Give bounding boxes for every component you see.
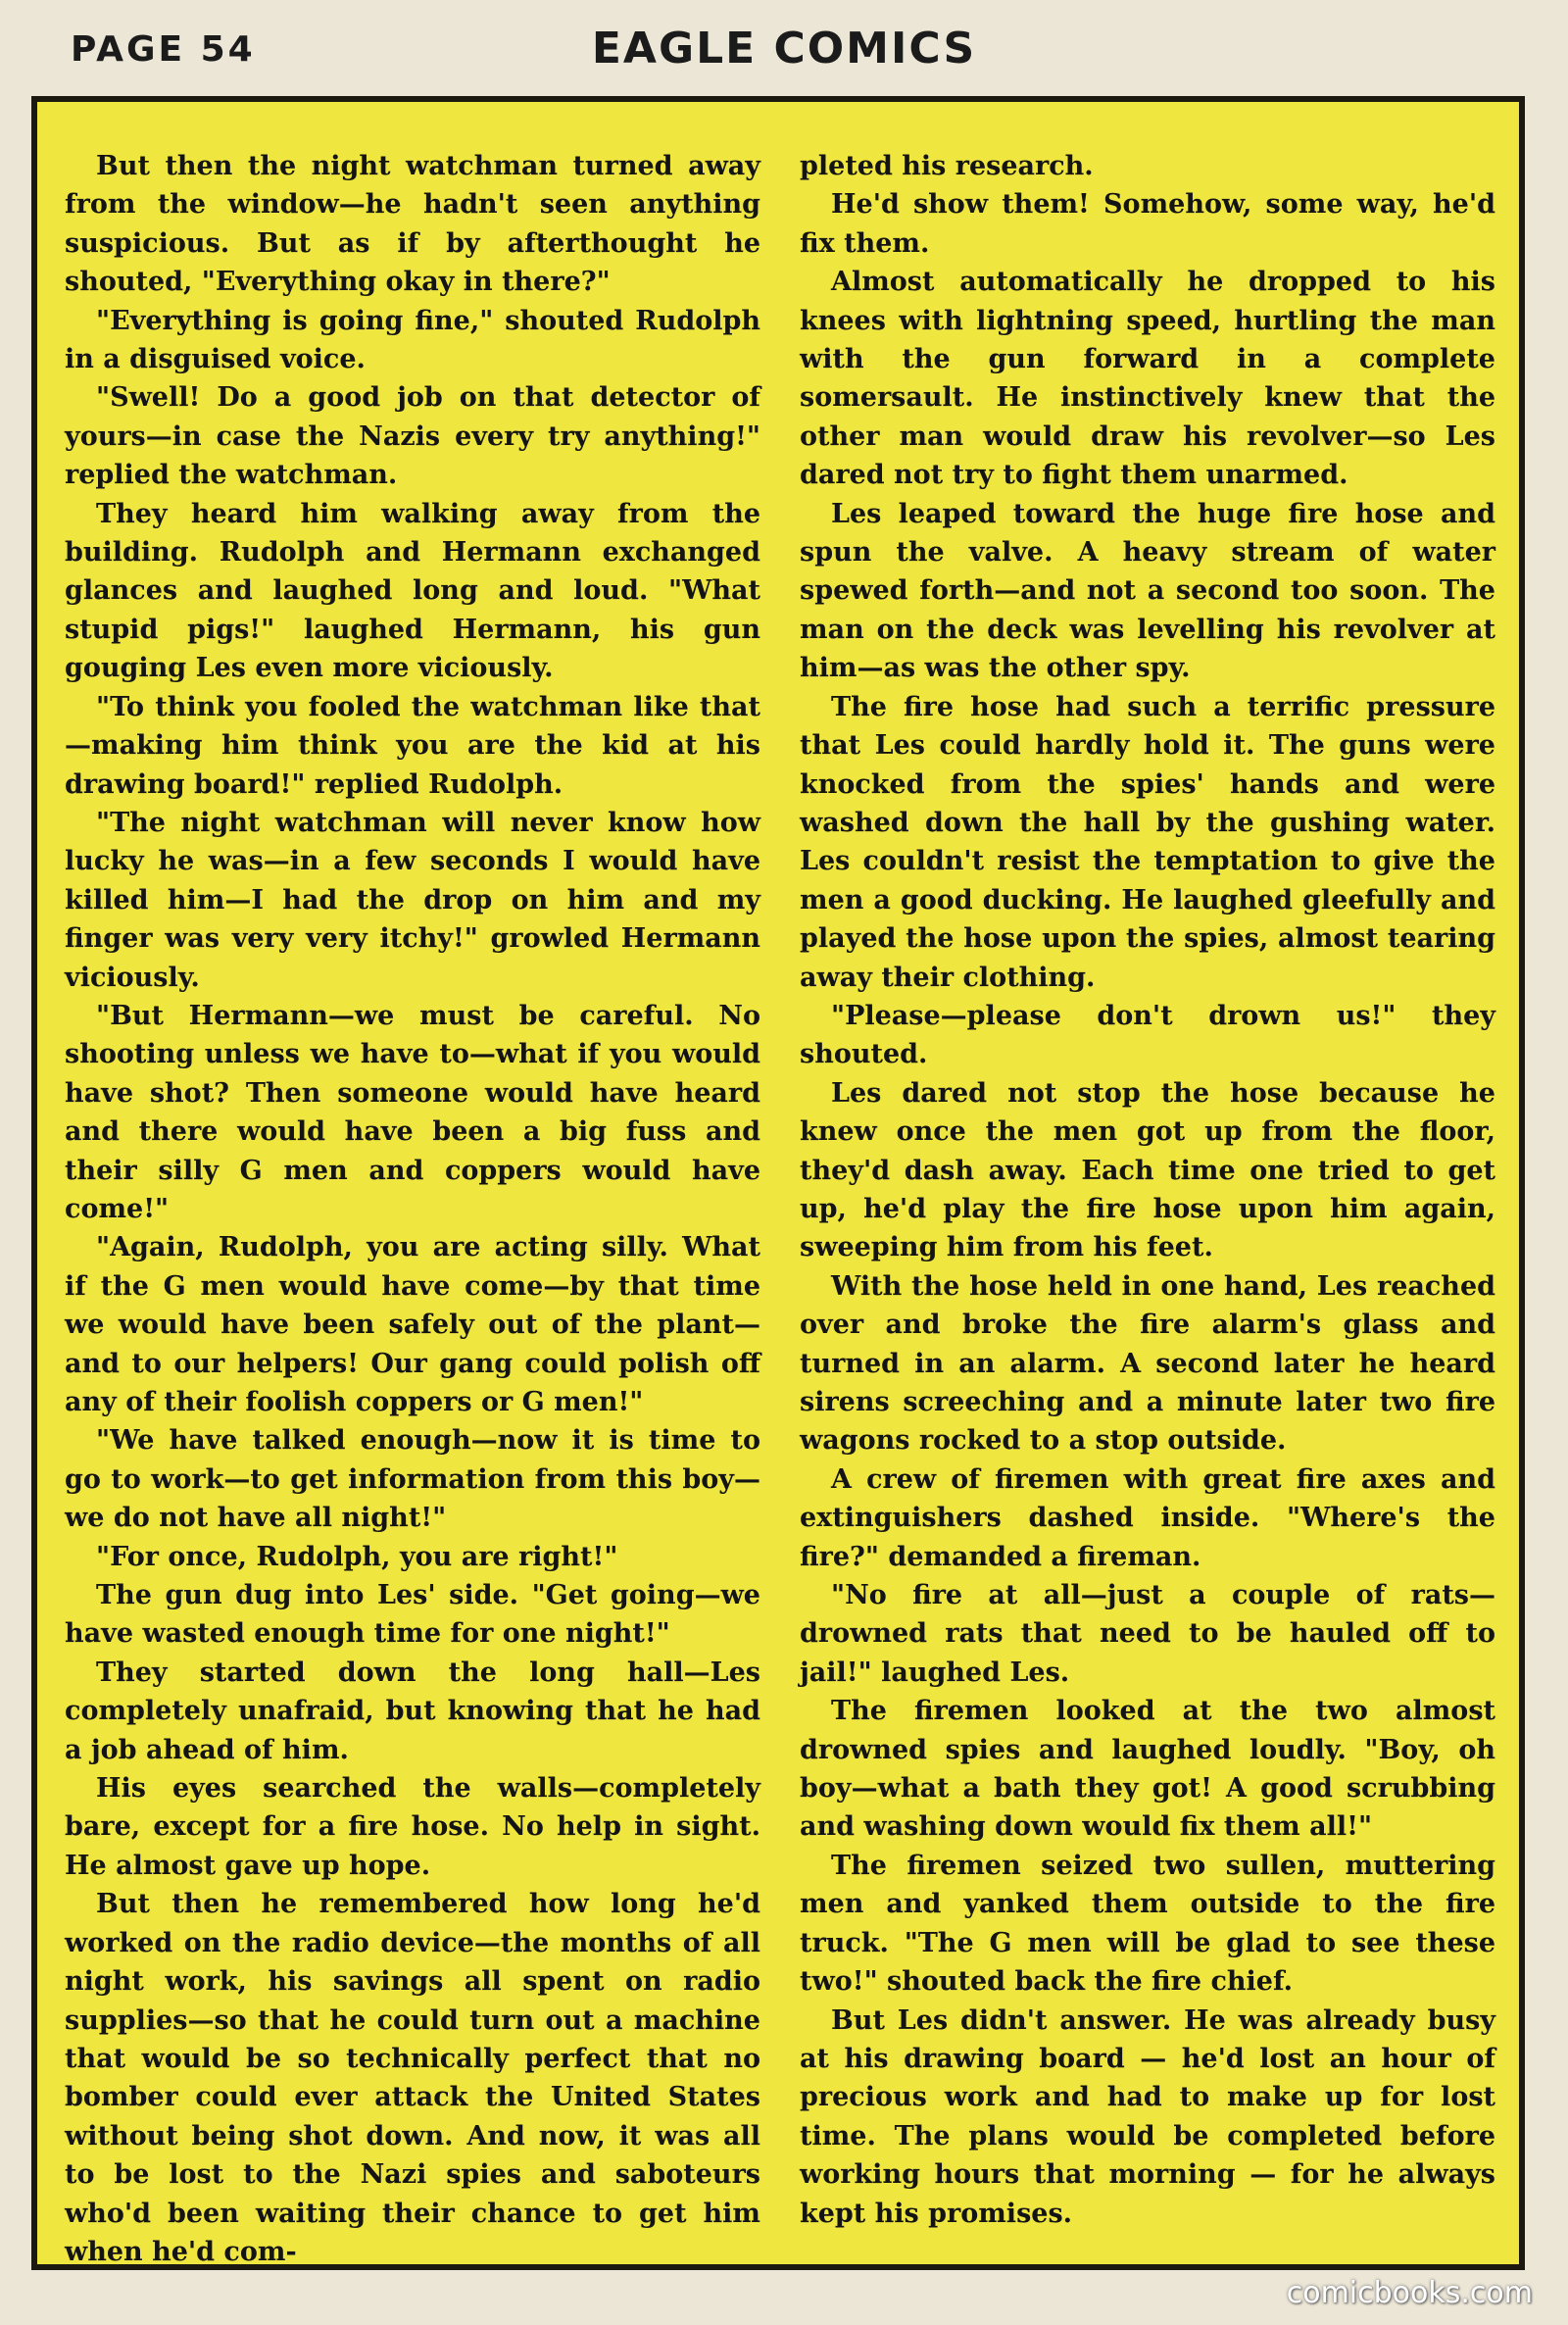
right-column — [800, 147, 1495, 2233]
paragraph: The fire hose had such a terrific pressure that Les could hardly hold it. The guns were knocked from the spies' hands and were washed down the hall by the gushing water. Les couldn't resist the temptation to give the men a good ducking. He laughed gleefully and played the hose upon the spies, almost tearing away their clothing. — [800, 691, 1495, 993]
paragraph: A crew of firemen with great fire axes and extinguishers dashed inside. "Where's the fire?" demanded a fireman. — [800, 1463, 1495, 1572]
paragraph: With the hose held in one hand, Les reached over and broke the fire alarm's glass and turned in an alarm. A second later he heard sirens screeching and a minute later two fire wagons rocked to a stop outside. — [800, 1270, 1495, 1457]
paragraph: They started down the long hall—Les completely unafraid, but knowing that he had a job ahead of him. — [65, 1657, 760, 1765]
paragraph: "For once, Rudolph, you are right!" — [96, 1541, 618, 1572]
paragraph: The gun dug into Les' side. "Get going—we have wasted enough time for one night!" — [65, 1580, 760, 1650]
paragraph: Almost automatically he dropped to his knees with lightning speed, hurtling the man with the gun forward in a complete somersault. He instinctively knew that the other man would draw his revolver—so Les dared not try to fight them unarmed. — [800, 267, 1495, 491]
paragraph: They heard him walking away from the building. Rudolph and Hermann exchanged glances and laughed long and loud. "What stupid pigs!" laughed Hermann, his gun gouging Les even more viciously. — [65, 498, 760, 684]
paragraph: Les dared not stop the hose because he knew once the men got up from the floor, they'd dash away. Each time one tried to get up, he'd play the fire hose upon him again, sweeping him from his feet. — [800, 1077, 1495, 1263]
magazine-title: EAGLE COMICS — [591, 24, 977, 74]
page-number: PAGE 54 — [71, 29, 256, 70]
paragraph: "But Hermann—we must be careful. No shooting unless we have to—what if you would have shot? Then someone would have heard and there would have been a big fuss and their silly G men and coppers would have come!" — [65, 1000, 760, 1224]
paragraph: But Les didn't answer. He was already busy at his drawing board — he'd lost an hour of precious work and had to make up for lost time. The plans would be completed before working hours that morning — for he always kept his promises. — [800, 2004, 1495, 2229]
paragraph: "Please—please don't drown us!" they shouted. — [800, 1000, 1495, 1070]
paragraph: "The night watchman will never know how lucky he was—in a few seconds I would have killed him—I had the drop on him and my finger was very very itchy!" growled Hermann viciously. — [65, 807, 760, 993]
paragraph: "Everything is going fine," shouted Rudolph in a disguised voice. — [65, 305, 760, 375]
paragraph: But then the night watchman turned away from the window—he hadn't seen anything suspicious. But as if by afterthought he shouted, "Everything okay in there?" — [65, 151, 760, 298]
paragraph: His eyes searched the walls—completely bare, except for a fire hose. No help in sight. He almost gave up hope. — [65, 1773, 760, 1881]
left-column — [65, 147, 760, 2271]
paragraph: "We have talked enough—now it is time to go to work—to get information from this boy—we do not have all night!" — [65, 1425, 760, 1534]
paragraph: "Swell! Do a good job on that detector of yours—in case the Nazis every try anything!" replied the watchman. — [65, 382, 760, 491]
paragraph: He'd show them! Somehow, some way, he'd fix them. — [800, 189, 1495, 259]
page-header — [0, 0, 1568, 93]
paragraph: "To think you fooled the watchman like that —making him think you are the kid at his drawing board!" replied Rudolph. — [65, 691, 760, 800]
paragraph: "Again, Rudolph, you are acting silly. What if the G men would have come—by that time we would have been safely out of the plant—and to our helpers! Our gang could polish off any of their foolish coppers or G men!" — [65, 1232, 760, 1417]
paragraph: Les leaped toward the huge fire hose and spun the valve. A heavy stream of water spewed forth—and not a second too soon. The man on the deck was levelling his revolver at him—as was the other spy. — [800, 498, 1495, 684]
paragraph: But then he remembered how long he'd worked on the radio device—the months of all night work, his savings all spent on radio supplies—so that he could turn out a machine that would be so technically perfect that no bomber could ever attack the United States without being shot down. And now, it was all to be lost to the Nazi spies and saboteurs who'd been waiting their chance to get him when he'd com- — [65, 1889, 760, 2267]
paragraph: The firemen looked at the two almost drowned spies and laughed loudly. "Boy, oh boy—what a bath they got! A good scrubbing and washing down would fix them all!" — [800, 1696, 1495, 1843]
paragraph: The firemen seized two sullen, muttering men and yanked them outside to the fire truck. "The G men will be glad to see these two!" shouted back the fire chief. — [800, 1850, 1495, 1998]
watermark: comicbooks.com — [1286, 2276, 1533, 2310]
paragraph-continuation: pleted his research. — [800, 151, 1094, 181]
paragraph: "No fire at all—just a couple of rats—drowned rats that need to be hauled off to jail!" laughed Les. — [800, 1580, 1495, 1688]
text-panel — [31, 96, 1525, 2270]
